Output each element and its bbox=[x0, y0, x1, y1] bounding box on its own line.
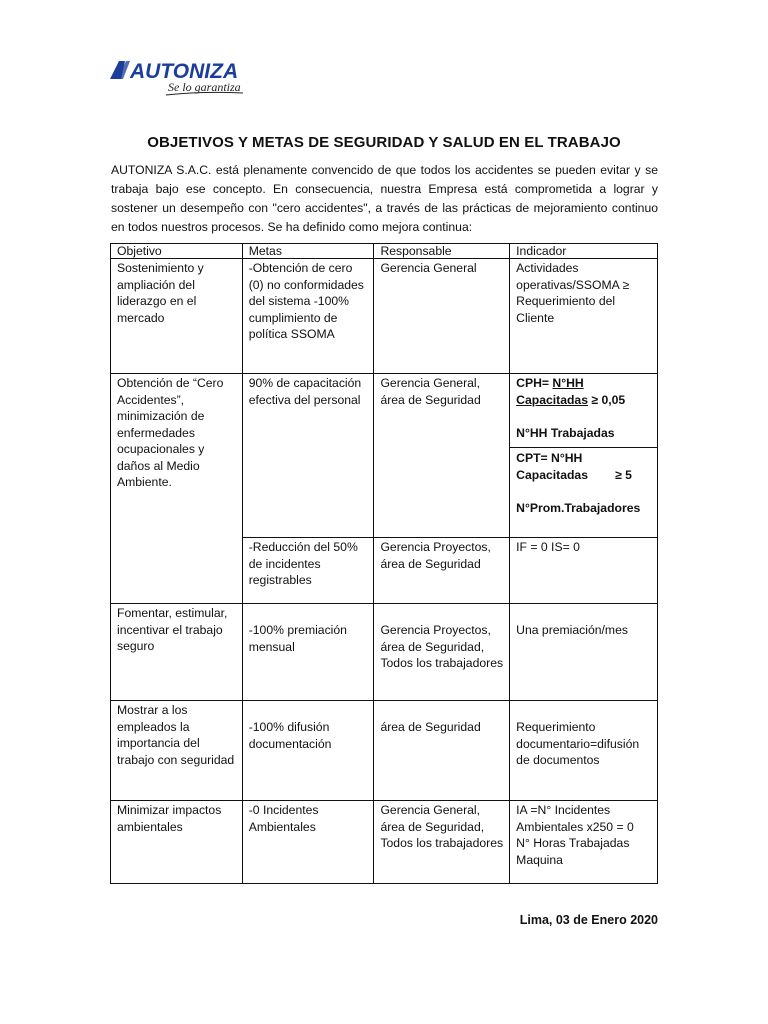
table-row bbox=[111, 259, 658, 374]
metas-cell: 90% de capacitación efectiva del personal bbox=[242, 374, 374, 538]
responsable-cell: Gerencia Proyectos, área de Seguridad bbox=[374, 538, 510, 604]
cpt-indicator bbox=[510, 447, 657, 518]
header-indicador: Indicador bbox=[510, 244, 658, 259]
header-responsable: Responsable bbox=[374, 244, 510, 259]
objetivo-cell: Obtención de “Cero Accidentes”, minimización de enfermedades ocupacionales y daños al Medio Ambiente. bbox=[111, 374, 243, 604]
indicador-cell bbox=[510, 374, 658, 538]
cph-condition: ≥ 0,05 bbox=[587, 392, 626, 407]
cph-denominator: N°HH Trabajadas bbox=[516, 425, 615, 440]
cph-prefix: CPH= bbox=[516, 376, 553, 390]
cph-line-2 bbox=[516, 392, 651, 409]
objetivo-cell: Mostrar a los empleados la importancia del trabajo con seguridad bbox=[111, 701, 243, 801]
responsable-cell: Gerencia General bbox=[374, 259, 510, 374]
cph-numerator: N°HH bbox=[552, 376, 584, 390]
intro-paragraph: AUTONIZA S.A.C. está plenamente convencido de que todos los accidentes se pueden evitar y se trabaja bajo ese concepto. En consecuencia, nuestra Empresa está comprometida a lograr y sostener un desempeño con "cero accidentes", a través de las prácticas de mejoramiento continuo en todos nuestros procesos. Se ha definido como mejora continua: bbox=[111, 163, 658, 234]
metas-cell: -0 Incidentes Ambientales bbox=[242, 801, 374, 884]
header-metas: Metas bbox=[242, 244, 374, 259]
cph-line-1 bbox=[516, 375, 651, 392]
ia-line-1: IA =N° Incidentes bbox=[516, 803, 611, 817]
responsable-cell: área de Seguridad bbox=[374, 701, 510, 801]
metas-cell: -100% premiación mensual bbox=[242, 604, 374, 701]
logo-wordmark: AUTONIZA bbox=[130, 60, 239, 83]
metas-cell: -Reducción del 50% de incidentes registrables bbox=[242, 538, 374, 604]
indicador-cell: Actividades operativas/SSOMA ≥ Requerimiento del Cliente bbox=[510, 259, 658, 374]
cpt-line-1: CPT= N°HH bbox=[516, 451, 583, 465]
table-row bbox=[111, 801, 658, 884]
table-row bbox=[111, 604, 658, 701]
indicador-cell bbox=[510, 801, 658, 884]
indicador-cell: Una premiación/mes bbox=[510, 604, 658, 701]
indicador-cell: Requerimiento documentario=difusión de documentos bbox=[510, 701, 658, 801]
ia-line-2: Ambientales x250 = 0 bbox=[516, 819, 634, 834]
ia-line-3: N° Horas Trabajadas bbox=[516, 836, 630, 850]
cpt-denominator: N°Prom.Trabajadores bbox=[516, 500, 641, 515]
objectives-table bbox=[110, 243, 658, 884]
logo-tagline: Se lo garantiza bbox=[168, 80, 241, 94]
responsable-cell: Gerencia General, área de Seguridad bbox=[374, 374, 510, 538]
cpt-line-2: Capacitadas ≥ 5 bbox=[516, 467, 632, 482]
ia-line-4: Maquina bbox=[516, 852, 563, 867]
metas-cell: -100% difusión documentación bbox=[242, 701, 374, 801]
header-objetivo: Objetivo bbox=[111, 244, 243, 259]
place-date: Lima, 03 de Enero 2020 bbox=[519, 913, 658, 927]
table-row bbox=[111, 701, 658, 801]
responsable-cell: Gerencia General, área de Seguridad, Todos los trabajadores bbox=[374, 801, 510, 884]
cph-capacitadas: Capacitadas bbox=[516, 392, 588, 407]
objetivo-cell: Sostenimiento y ampliación del liderazgo en el mercado bbox=[111, 259, 243, 374]
objetivo-cell: Minimizar impactos ambientales bbox=[111, 801, 243, 884]
table-header-row bbox=[111, 244, 658, 259]
indicador-cell: IF = 0 IS= 0 bbox=[510, 538, 658, 604]
table-row bbox=[111, 374, 658, 538]
responsable-cell: Gerencia Proyectos, área de Seguridad, Todos los trabajadores bbox=[374, 604, 510, 701]
company-logo bbox=[108, 58, 308, 102]
page-title: OBJETIVOS Y METAS DE SEGURIDAD Y SALUD EN EL TRABAJO bbox=[147, 134, 621, 151]
objetivo-cell: Fomentar, estimular, incentivar el trabajo seguro bbox=[111, 604, 243, 701]
metas-cell: -Obtención de cero (0) no conformidades del sistema -100% cumplimiento de política SSOMA bbox=[242, 259, 374, 374]
